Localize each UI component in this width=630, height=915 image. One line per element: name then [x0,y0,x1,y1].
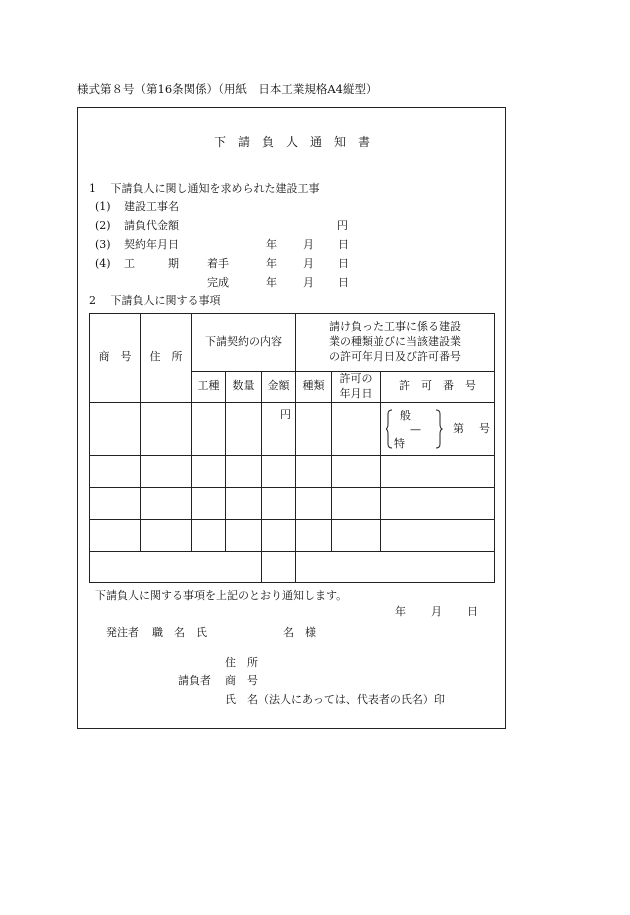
yen-unit: 円 [262,402,296,455]
dash-mark: — [410,422,421,436]
item4-month: 月 [303,257,314,270]
section1-heading: 1 下請負人に関し通知を求められた建設工事 [89,182,320,195]
go-label: 号 [479,421,490,435]
special-mark: 特 [394,436,405,450]
item1-num: (1) [95,200,111,213]
item4-day: 日 [338,257,349,270]
header-address: 住 所 [141,314,192,403]
header-kind: 種類 [296,372,332,403]
license-number-cell [381,402,495,455]
item4-start: 着手 [207,257,229,270]
item4-label: 工 期 [124,257,179,270]
dai-label: 第 [453,421,464,435]
trade-label: 商 号 [225,674,258,687]
license-date-line-1: 許可の [339,372,373,385]
header-license-date [332,372,381,403]
footer-month: 月 [431,605,442,618]
item2-unit: 円 [337,219,348,232]
license-line-1: 請け負った工事に係る建設 [329,320,461,334]
subcontractor-table [89,313,495,583]
header-quantity: 数量 [226,372,262,403]
item4-end-year: 年 [266,276,277,289]
item4-end-day: 日 [338,276,349,289]
item3-label: 契約年月日 [124,238,179,251]
orderer-title: 職 名 氏 [152,626,207,639]
item4-num: (4) [95,257,111,270]
header-work-type: 工種 [192,372,226,403]
table-row [90,551,495,582]
section2-heading: 2 下請負人に関する事項 [89,294,221,307]
header-contract-group: 下請契約の内容 [192,314,296,372]
general-mark: 般 [400,408,411,422]
item3-month: 月 [303,238,314,251]
orderer-name-suffix: 名 様 [283,626,316,639]
footer-day: 日 [467,605,478,618]
header-trade-name: 商 号 [90,314,141,403]
address-label: 住 所 [225,656,258,669]
header-license-number: 許 可 番 号 [381,372,495,403]
license-line-3: の許可年月日及び許可番号 [329,349,461,363]
header-license-group [296,314,495,372]
notice-text: 下請負人に関する事項を上記のとおり通知します。 [95,589,348,602]
item1-label: 建設工事名 [124,200,179,213]
header-amount: 金額 [262,372,296,403]
table-row [90,455,495,487]
form-header: 様式第８号（第16条関係）（用紙 日本工業規格A4縦型） [77,82,378,96]
item2-num: (2) [95,219,111,232]
item4-year: 年 [266,257,277,270]
footer-year: 年 [395,605,406,618]
table-row [90,519,495,551]
item4-end: 完成 [207,276,229,289]
contractor-label: 請負者 [178,674,211,687]
item3-year: 年 [266,238,277,251]
orderer-label: 発注者 [106,626,139,639]
item3-day: 日 [338,238,349,251]
item4-end-month: 月 [303,276,314,289]
table-row [90,402,495,455]
item3-num: (3) [95,238,111,251]
license-line-2: 業の種類並びに当該建設業 [329,335,461,349]
form-title: 下 請 負 人 通 知 書 [214,135,371,149]
item2-label: 請負代金額 [124,219,179,232]
name-label: 氏 名（法人にあっては、代表者の氏名）印 [225,693,445,706]
table-row [90,487,495,519]
license-date-line-2: 年月日 [339,386,373,400]
